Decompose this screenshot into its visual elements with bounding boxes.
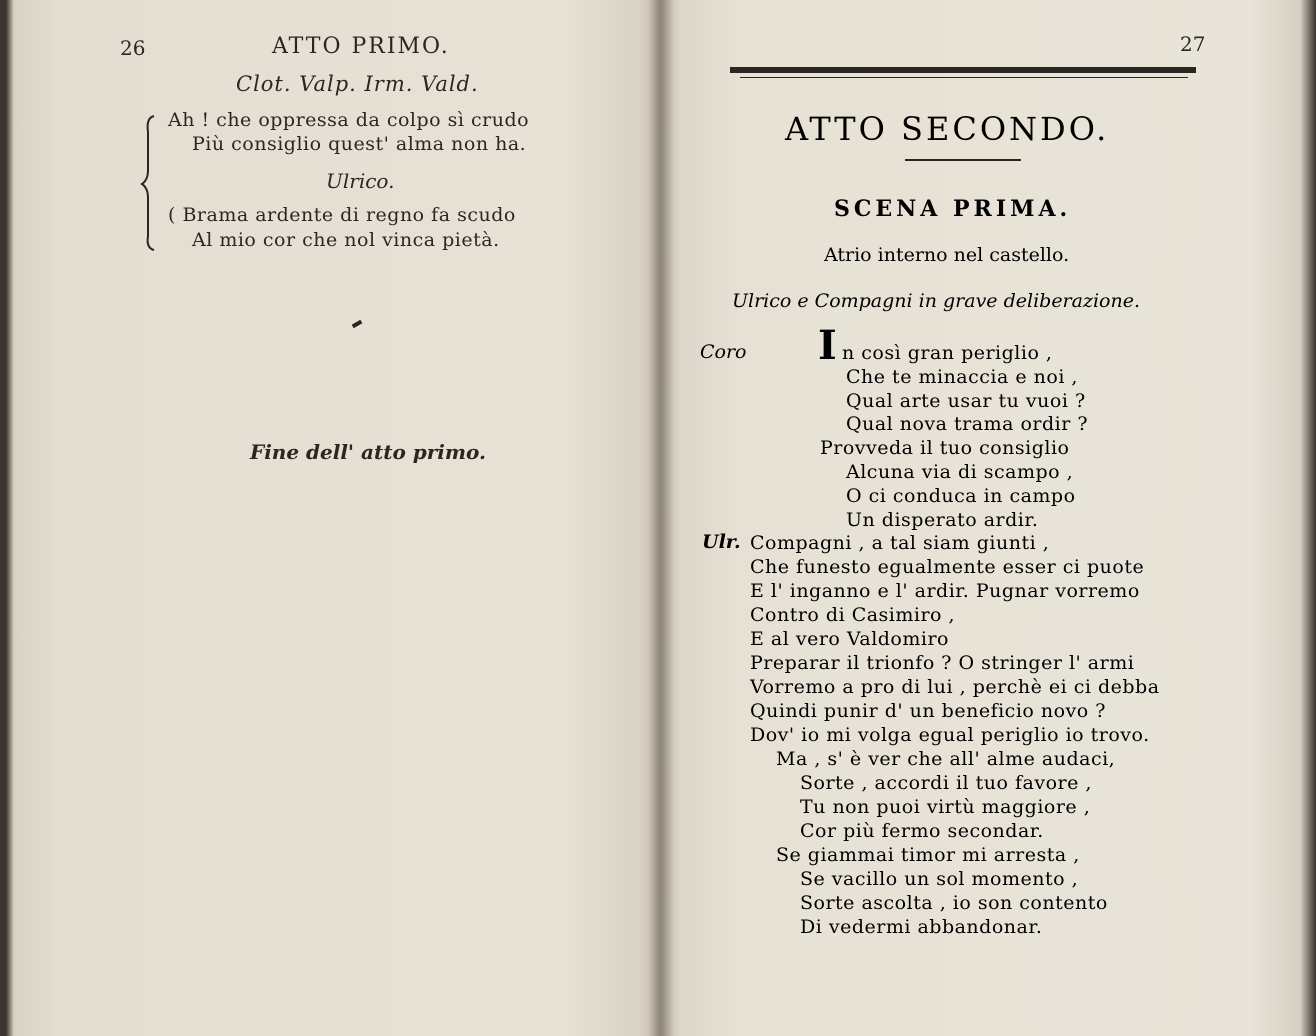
page-number-right: 27 — [1180, 32, 1206, 56]
verse-line: Se giammai timor mi arresta , — [776, 844, 1080, 866]
verse-line: Di vedermi abbandonar. — [800, 916, 1043, 938]
speaker-label-coro: Coro — [700, 341, 747, 363]
verse-line: Qual nova trama ordir ? — [846, 413, 1089, 435]
verse-line: Compagni , a tal siam giunti , — [750, 532, 1050, 554]
verse-line: Quindi punir d' un beneficio novo ? — [750, 700, 1106, 722]
verse-line: Se vacillo un sol momento , — [800, 868, 1079, 890]
page-number-left: 26 — [120, 36, 146, 60]
verse-line: O ci conduca in campo — [846, 485, 1076, 507]
scene-setting: Atrio interno nel castello. — [824, 244, 1070, 266]
end-of-act-note: Fine dell' atto primo. — [250, 440, 486, 464]
verse-line: ( Brama ardente di regno fa scudo — [168, 204, 516, 226]
verse-line: Provveda il tuo consiglio — [820, 437, 1070, 459]
verse-line: Un disperato ardir. — [846, 509, 1039, 531]
verse-line: Al mio cor che nol vinca pietà. — [192, 229, 500, 251]
decorative-rule — [730, 67, 1196, 73]
verse-line: Preparar il trionfo ? O stringer l' armi — [750, 652, 1135, 674]
verse-line: E l' inganno e l' ardir. Pugnar vorremo — [750, 580, 1140, 602]
verse-line: Che funesto egualmente esser ci puote — [750, 556, 1145, 578]
decorative-rule — [740, 77, 1188, 78]
verse-line: Qual arte usar tu vuoi ? — [846, 390, 1086, 412]
verse-line: Contro di Casimiro , — [750, 604, 956, 626]
scene-title: SCENA PRIMA. — [834, 196, 1072, 222]
verse-line: Dov' io mi volga egual periglio io trovo. — [750, 724, 1150, 746]
verse-line: Alcuna via di scampo , — [846, 461, 1074, 483]
speaker-name: Ulrico. — [326, 169, 395, 193]
title-rule — [905, 159, 1021, 161]
verse-line: Vorremo a pro di lui , perchè ei ci debba — [750, 676, 1160, 698]
verse-line: Più consiglio quest' alma non ha. — [192, 133, 527, 155]
stage-direction: Ulrico e Compagni in grave deliberazione. — [732, 290, 1141, 312]
verse-line: n così gran periglio , — [842, 342, 1053, 364]
act-title: ATTO SECONDO. — [785, 110, 1110, 148]
verse-line: Che te minaccia e noi , — [846, 366, 1078, 388]
verse-line: Sorte , accordi il tuo favore , — [800, 772, 1092, 794]
verse-line: Cor più fermo secondar. — [800, 820, 1044, 842]
ink-mark — [352, 320, 363, 328]
drop-cap: I — [818, 322, 837, 369]
verse-line: Sorte ascolta , io son contento — [800, 892, 1108, 914]
verse-line: E al vero Valdomiro — [750, 628, 949, 650]
running-head: ATTO PRIMO. — [272, 34, 450, 59]
speakers-line: Clot. Valp. Irm. Vald. — [236, 72, 479, 96]
verse-line: Tu non puoi virtù maggiore , — [800, 796, 1091, 818]
verse-line: Ma , s' è ver che all' alme audaci, — [776, 748, 1116, 770]
verse-line: Ah ! che oppressa da colpo sì crudo — [168, 109, 530, 131]
brace-icon — [140, 112, 158, 252]
speaker-label-ulrico: Ulr. — [702, 531, 741, 553]
